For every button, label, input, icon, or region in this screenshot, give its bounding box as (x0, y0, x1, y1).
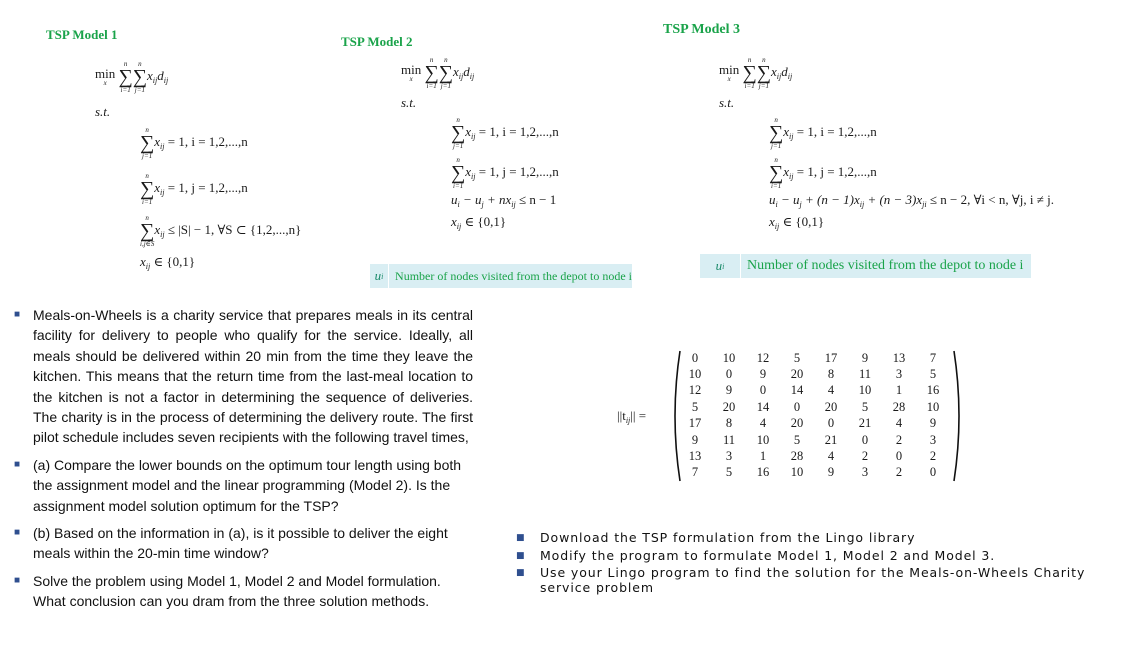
problem-bullets (0, 305, 473, 612)
matrix-cell: 20 (824, 399, 838, 414)
matrix-cell: 10 (722, 350, 736, 365)
matrix-cell: 0 (759, 383, 767, 398)
matrix-cell: 10 (858, 383, 872, 398)
matrix-cell: 2 (895, 465, 903, 480)
matrix-cell: 13 (688, 449, 702, 464)
matrix-cell: 14 (790, 383, 804, 398)
model-3-binary: $x_{ij}$ ∈ {0,1} (769, 214, 825, 231)
matrix-cell: 20 (790, 367, 804, 382)
matrix-cell: 0 (929, 465, 937, 480)
matrix-cell: 8 (827, 367, 835, 382)
legend-symbol: u i (700, 254, 741, 278)
matrix-cell: 1 (759, 449, 767, 464)
matrix-cell: 9 (827, 465, 835, 480)
model-2-constraint-1: n ∑ j=1 $x_{ij} = 1$, i = 1,2,...,n (451, 116, 559, 150)
list-item: ■ Use your Lingo program to find the solution for the Meals-on-Wheels Charity service problem (516, 565, 1086, 595)
model-1-constraint-1: n ∑ j=1 $x_{ij} = 1$, i = 1,2,...,n (140, 126, 248, 160)
model-3-objective: min x n ∑ i=1 n ∑ j=1 $x_{ij}d_{ij}$ (719, 56, 793, 90)
matrix-cell: 0 (861, 432, 869, 447)
list-item: ■ (a) Compare the lower bounds on the optimum tour length using both the assignment model and the linear programming (Model 2). Is the assignment model solution optimum for the TSP? (14, 456, 462, 514)
model-1-title: TSP Model 1 (46, 27, 118, 42)
model-2-title: TSP Model 2 (341, 34, 413, 49)
model-3-st: s.t. (719, 95, 735, 110)
matrix-cell: 8 (725, 416, 733, 431)
legend-symbol: u i (370, 264, 389, 288)
matrix-cell: 0 (793, 399, 801, 414)
model-2-constraint-2: n ∑ i=1 $x_{ij} = 1$, j = 1,2,...,n (451, 156, 559, 190)
matrix-cell: 16 (756, 465, 770, 480)
matrix-cell: 5 (725, 465, 733, 480)
legend-text: Number of nodes visited from the depot to node i (747, 258, 1024, 273)
matrix-cell: 5 (793, 350, 801, 365)
model-3-title: TSP Model 3 (663, 22, 741, 37)
matrix-cell: 10 (926, 399, 940, 414)
matrix-right-paren (952, 349, 966, 483)
matrix-label: $||t_{ij}||$ = (617, 408, 647, 425)
matrix-cell: 17 (688, 416, 702, 431)
model-2-legend (370, 264, 632, 288)
model-1-st: s.t. (95, 104, 111, 119)
matrix-cell: 0 (827, 416, 835, 431)
matrix-row (678, 383, 950, 399)
list-item: ■ (b) Based on the information in (a), is it possible to deliver the eight meals within the 20-min time window? (14, 525, 448, 562)
matrix-cell: 2 (895, 432, 903, 447)
matrix-cell: 16 (926, 383, 940, 398)
matrix-cell: 0 (895, 449, 903, 464)
matrix-cell: 7 (929, 350, 937, 365)
matrix-cell: 21 (858, 416, 872, 431)
matrix-cell: 20 (722, 399, 736, 414)
matrix-cell: 10 (790, 465, 804, 480)
matrix-cell: 21 (824, 432, 838, 447)
matrix-cell: 2 (861, 449, 869, 464)
matrix-row (678, 399, 950, 415)
matrix-cell: 5 (929, 367, 937, 382)
matrix-cell: 5 (691, 399, 699, 414)
matrix-row (678, 366, 950, 382)
matrix-cell: 17 (824, 350, 838, 365)
matrix-cell: 28 (892, 399, 906, 414)
matrix-cell: 2 (929, 449, 937, 464)
model-3-legend (700, 254, 1031, 278)
legend-text: Number of nodes visited from the depot to node i (395, 268, 632, 283)
list-item: ■ Download the TSP formulation from the Lingo library (516, 530, 916, 545)
matrix-cell: 12 (756, 350, 770, 365)
matrix-cell: 20 (790, 416, 804, 431)
model-3-constraint-2: n ∑ i=1 $x_{ij} = 1$, j = 1,2,...,n (769, 156, 877, 190)
matrix-cell: 11 (722, 432, 736, 447)
model-1-objective: min x n ∑ i=1 n ∑ j=1 $x_{ij}d_{ij}$ (95, 60, 169, 94)
matrix-cell: 14 (756, 399, 770, 414)
matrix-cell: 4 (827, 383, 835, 398)
matrix-cell: 10 (688, 367, 702, 382)
matrix-row (678, 350, 950, 366)
model-2-binary: $x_{ij}$ ∈ {0,1} (451, 214, 507, 231)
matrix-cell: 4 (827, 449, 835, 464)
model-3-constraint-1: n ∑ j=1 $x_{ij} = 1$, i = 1,2,...,n (769, 116, 877, 150)
matrix-row (678, 448, 950, 464)
matrix-cell: 28 (790, 449, 804, 464)
matrix-cell: 9 (759, 367, 767, 382)
matrix-cell: 3 (929, 432, 937, 447)
model-2-objective: min x n ∑ i=1 n ∑ j=1 $x_{ij}d_{ij}$ (401, 56, 475, 90)
matrix-cell: 9 (929, 416, 937, 431)
matrix-cell: 9 (725, 383, 733, 398)
matrix-cell: 10 (756, 432, 770, 447)
model-2-st: s.t. (401, 95, 417, 110)
matrix-cell: 4 (759, 416, 767, 431)
model-2-constraint-3: $u_i - u_j + nx_{ij} \le n - 1$ (451, 192, 557, 209)
matrix-cell: 11 (858, 367, 872, 382)
matrix-cell: 0 (725, 367, 733, 382)
model-1-constraint-2: n ∑ i=1 $x_{ij} = 1$, j = 1,2,...,n (140, 172, 248, 206)
matrix-cell: 3 (861, 465, 869, 480)
model-1-binary: $x_{ij}$ ∈ {0,1} (140, 254, 196, 271)
matrix-cell: 7 (691, 465, 699, 480)
list-item: ■ Modify the program to formulate Model 1, Model 2 and Model 3. (516, 547, 996, 563)
matrix-row (678, 465, 950, 481)
matrix-cell: 4 (895, 416, 903, 431)
matrix-row (678, 416, 950, 432)
matrix-cell: 12 (688, 383, 702, 398)
matrix-cell: 5 (861, 399, 869, 414)
travel-time-matrix (678, 350, 950, 481)
model-1-constraint-3: n ∑ i,j∈S $x_{ij} \le |S| - 1$, ∀S ⊂ {1,2,...,n} (140, 214, 302, 248)
matrix-row (678, 432, 950, 448)
matrix-cell: 1 (895, 383, 903, 398)
matrix-cell: 13 (892, 350, 906, 365)
matrix-cell: 9 (691, 432, 699, 447)
model-3-constraint-3: $u_i - u_j + (n - 1)x_{ij} + (n - 3)x_{ji} \le n - 2$, ∀i < n, ∀j, i ≠ j. (769, 192, 1054, 209)
matrix-cell: 9 (861, 350, 869, 365)
matrix-cell: 0 (691, 350, 699, 365)
matrix-cell: 3 (895, 367, 903, 382)
task-bullets (514, 531, 1114, 598)
matrix-cell: 3 (725, 449, 733, 464)
list-item: ■ Solve the problem using Model 1, Model 2 and Model formulation. What conclusion can you dram from the three solution methods. (14, 572, 441, 610)
list-item: ■ Meals-on-Wheels is a charity service that prepares meals in its central facility for delivery to people who qualify for the service. Ideally, all meals should be delivered within 20 min from the time they leave the kitchen. This means that the return time from the last-meal location to the kitchen is not a factor in determining the sequence of deliveries. The charity is in the process of determining the delivery route. The first pilot schedule includes seven recipients with the following travel times, (14, 307, 473, 446)
matrix-cell: 5 (793, 432, 801, 447)
